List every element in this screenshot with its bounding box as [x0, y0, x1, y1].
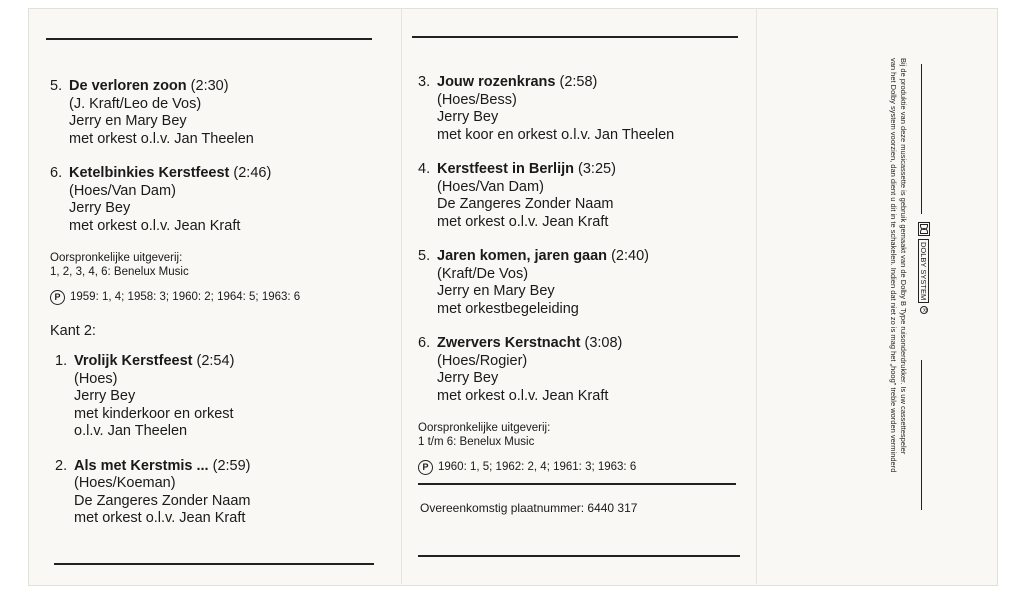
track-title: Jouw rozenkrans: [437, 74, 556, 90]
track-entry: [55, 458, 390, 528]
dolby-label: DOLBY SYSTEM: [919, 239, 930, 303]
track-list-side-2: [50, 353, 390, 528]
spine-line-top: [921, 64, 922, 214]
track-heading: [418, 248, 748, 266]
track-number: 6.: [418, 335, 431, 351]
side-label: Kant 2:: [50, 323, 96, 339]
phonogram-line: [50, 289, 390, 305]
rule-left-bottom: [54, 563, 374, 565]
track-entry: [418, 248, 748, 318]
track-title: Zwervers Kerstnacht: [437, 335, 581, 351]
track-credit-line: (Hoes/Van Dam): [437, 178, 544, 195]
track-credit-line: (Hoes/Rogier): [437, 352, 528, 369]
track-credit-line: (Hoes/Koeman): [74, 475, 176, 491]
publisher-value-right: 1 t/m 6: Benelux Music: [418, 436, 535, 448]
phonogram-icon: P: [50, 290, 65, 305]
track-entry: [418, 335, 748, 405]
track-credit-line: o.l.v. Jan Theelen: [74, 423, 188, 439]
track-number: 3.: [418, 74, 431, 90]
track-credit-line: met orkest o.l.v. Jan Theelen: [69, 130, 254, 147]
track-heading: [418, 74, 748, 92]
catalog-number: Overeenkomstig plaatnummer: 6440 317: [420, 501, 638, 515]
publisher-info-right: [418, 421, 748, 449]
track-number: 5.: [418, 248, 431, 264]
track-credit-line: Jerry Bey: [74, 388, 136, 404]
track-duration: (2:40): [611, 248, 649, 264]
track-heading: [418, 335, 748, 353]
track-number: 5.: [50, 78, 63, 94]
track-heading: [418, 161, 748, 179]
phonogram-years: 1959: 1, 4; 1958: 3; 1960: 2; 1964: 5; 1963: 6: [70, 291, 301, 303]
track-title: De verloren zoon: [69, 78, 187, 94]
dolby-notice-line-2: van het Dolby system voorzien, dan dient u dit in te schakelen. Indien dat niet zo is mag het „hoog” treble worden verminderd: [889, 58, 898, 473]
fold-line-right: [756, 8, 757, 584]
track-title: Als met Kerstmis ...: [74, 457, 209, 474]
track-title: Kerstfeest in Berlijn: [437, 161, 574, 177]
track-duration: (3:08): [584, 335, 623, 351]
track-credit-line: Jerry Bey: [437, 109, 499, 125]
right-column: [418, 74, 748, 493]
track-duration: (2:30): [190, 78, 229, 94]
track-credit-line: De Zangeres Zonder Naam: [74, 492, 251, 509]
track-entry: [418, 74, 748, 144]
track-credit-line: (Hoes): [74, 370, 118, 387]
track-credit-line: Jerry en Mary Bey: [437, 283, 555, 299]
track-credit-line: met orkest o.l.v. Jean Kraft: [69, 217, 241, 234]
phonogram-years-right: 1960: 1, 5; 1962: 2, 4; 1961: 3; 1963: 6: [438, 461, 637, 473]
dolby-notice-line-1: Bij de produktie van deze musicassette is gebruik gemaakt van de Dolby B Type ruisonderdrukker. Is uw cassettespeler: [899, 58, 908, 455]
track-number: 6.: [50, 165, 63, 181]
track-heading: [55, 353, 390, 371]
track-credit-line: met orkest o.l.v. Jean Kraft: [437, 387, 609, 404]
track-number: 2.: [55, 457, 68, 474]
track-list-side-2-cont: [418, 74, 748, 405]
fold-line-left: [401, 8, 402, 584]
track-list-side-1: [50, 78, 390, 235]
track-credit-line: met koor en orkest o.l.v. Jan Theelen: [437, 126, 675, 143]
track-entry: [55, 353, 390, 441]
rule-right-bottom: [418, 555, 740, 557]
track-credit-line: De Zangeres Zonder Naam: [437, 196, 614, 212]
rule-right-top: [412, 36, 738, 38]
track-number: 4.: [418, 161, 431, 177]
track-heading: [50, 165, 390, 183]
track-entry: [50, 78, 390, 148]
track-credit-line: met orkestbegeleiding: [437, 300, 579, 317]
track-title: Ketelbinkies Kerstfeest: [69, 165, 230, 181]
spine-panel: [868, 58, 908, 518]
phonogram-line-right: [418, 459, 748, 475]
registered-icon: R: [920, 306, 928, 314]
track-number: 1.: [55, 353, 68, 369]
track-credit-line: (J. Kraft/Leo de Vos): [69, 95, 202, 112]
track-credit-line: Jerry Bey: [69, 200, 131, 216]
track-credit-line: Jerry Bey: [437, 370, 499, 386]
track-duration: (2:46): [233, 165, 272, 181]
dolby-double-d-icon: [918, 222, 930, 236]
track-credit-line: met kinderkoor en orkest: [74, 405, 234, 422]
track-credit-line: (Hoes/Van Dam): [69, 182, 176, 199]
track-credit-line: met orkest o.l.v. Jean Kraft: [437, 213, 609, 230]
track-title: Jaren komen, jaren gaan: [437, 248, 608, 264]
publisher-value: 1, 2, 3, 4, 6: Benelux Music: [50, 266, 189, 278]
track-entry: [418, 161, 748, 231]
track-credit-line: Jerry en Mary Bey: [69, 113, 187, 129]
dolby-notice: [888, 58, 908, 518]
track-heading: [55, 458, 390, 476]
track-duration: (3:25): [578, 161, 616, 177]
track-duration: (2:58): [559, 74, 598, 90]
phonogram-icon-right: P: [418, 460, 433, 475]
dolby-logo: [914, 222, 934, 352]
track-credit-line: met orkest o.l.v. Jean Kraft: [74, 510, 246, 526]
track-entry: [50, 165, 390, 235]
track-credit-line: (Kraft/De Vos): [437, 265, 529, 282]
track-duration: (2:59): [212, 457, 251, 474]
rule-left-top: [46, 38, 372, 40]
track-title: Vrolijk Kerstfeest: [74, 353, 193, 369]
spine-line-bottom: [921, 360, 922, 510]
publisher-label-right: Oorspronkelijke uitgeverij:: [418, 422, 551, 434]
track-heading: [50, 78, 390, 96]
publisher-label: Oorspronkelijke uitgeverij:: [50, 252, 183, 264]
publisher-info: [50, 251, 390, 279]
track-duration: (2:54): [196, 353, 235, 369]
track-credit-line: (Hoes/Bess): [437, 91, 517, 108]
left-column: [50, 78, 390, 545]
